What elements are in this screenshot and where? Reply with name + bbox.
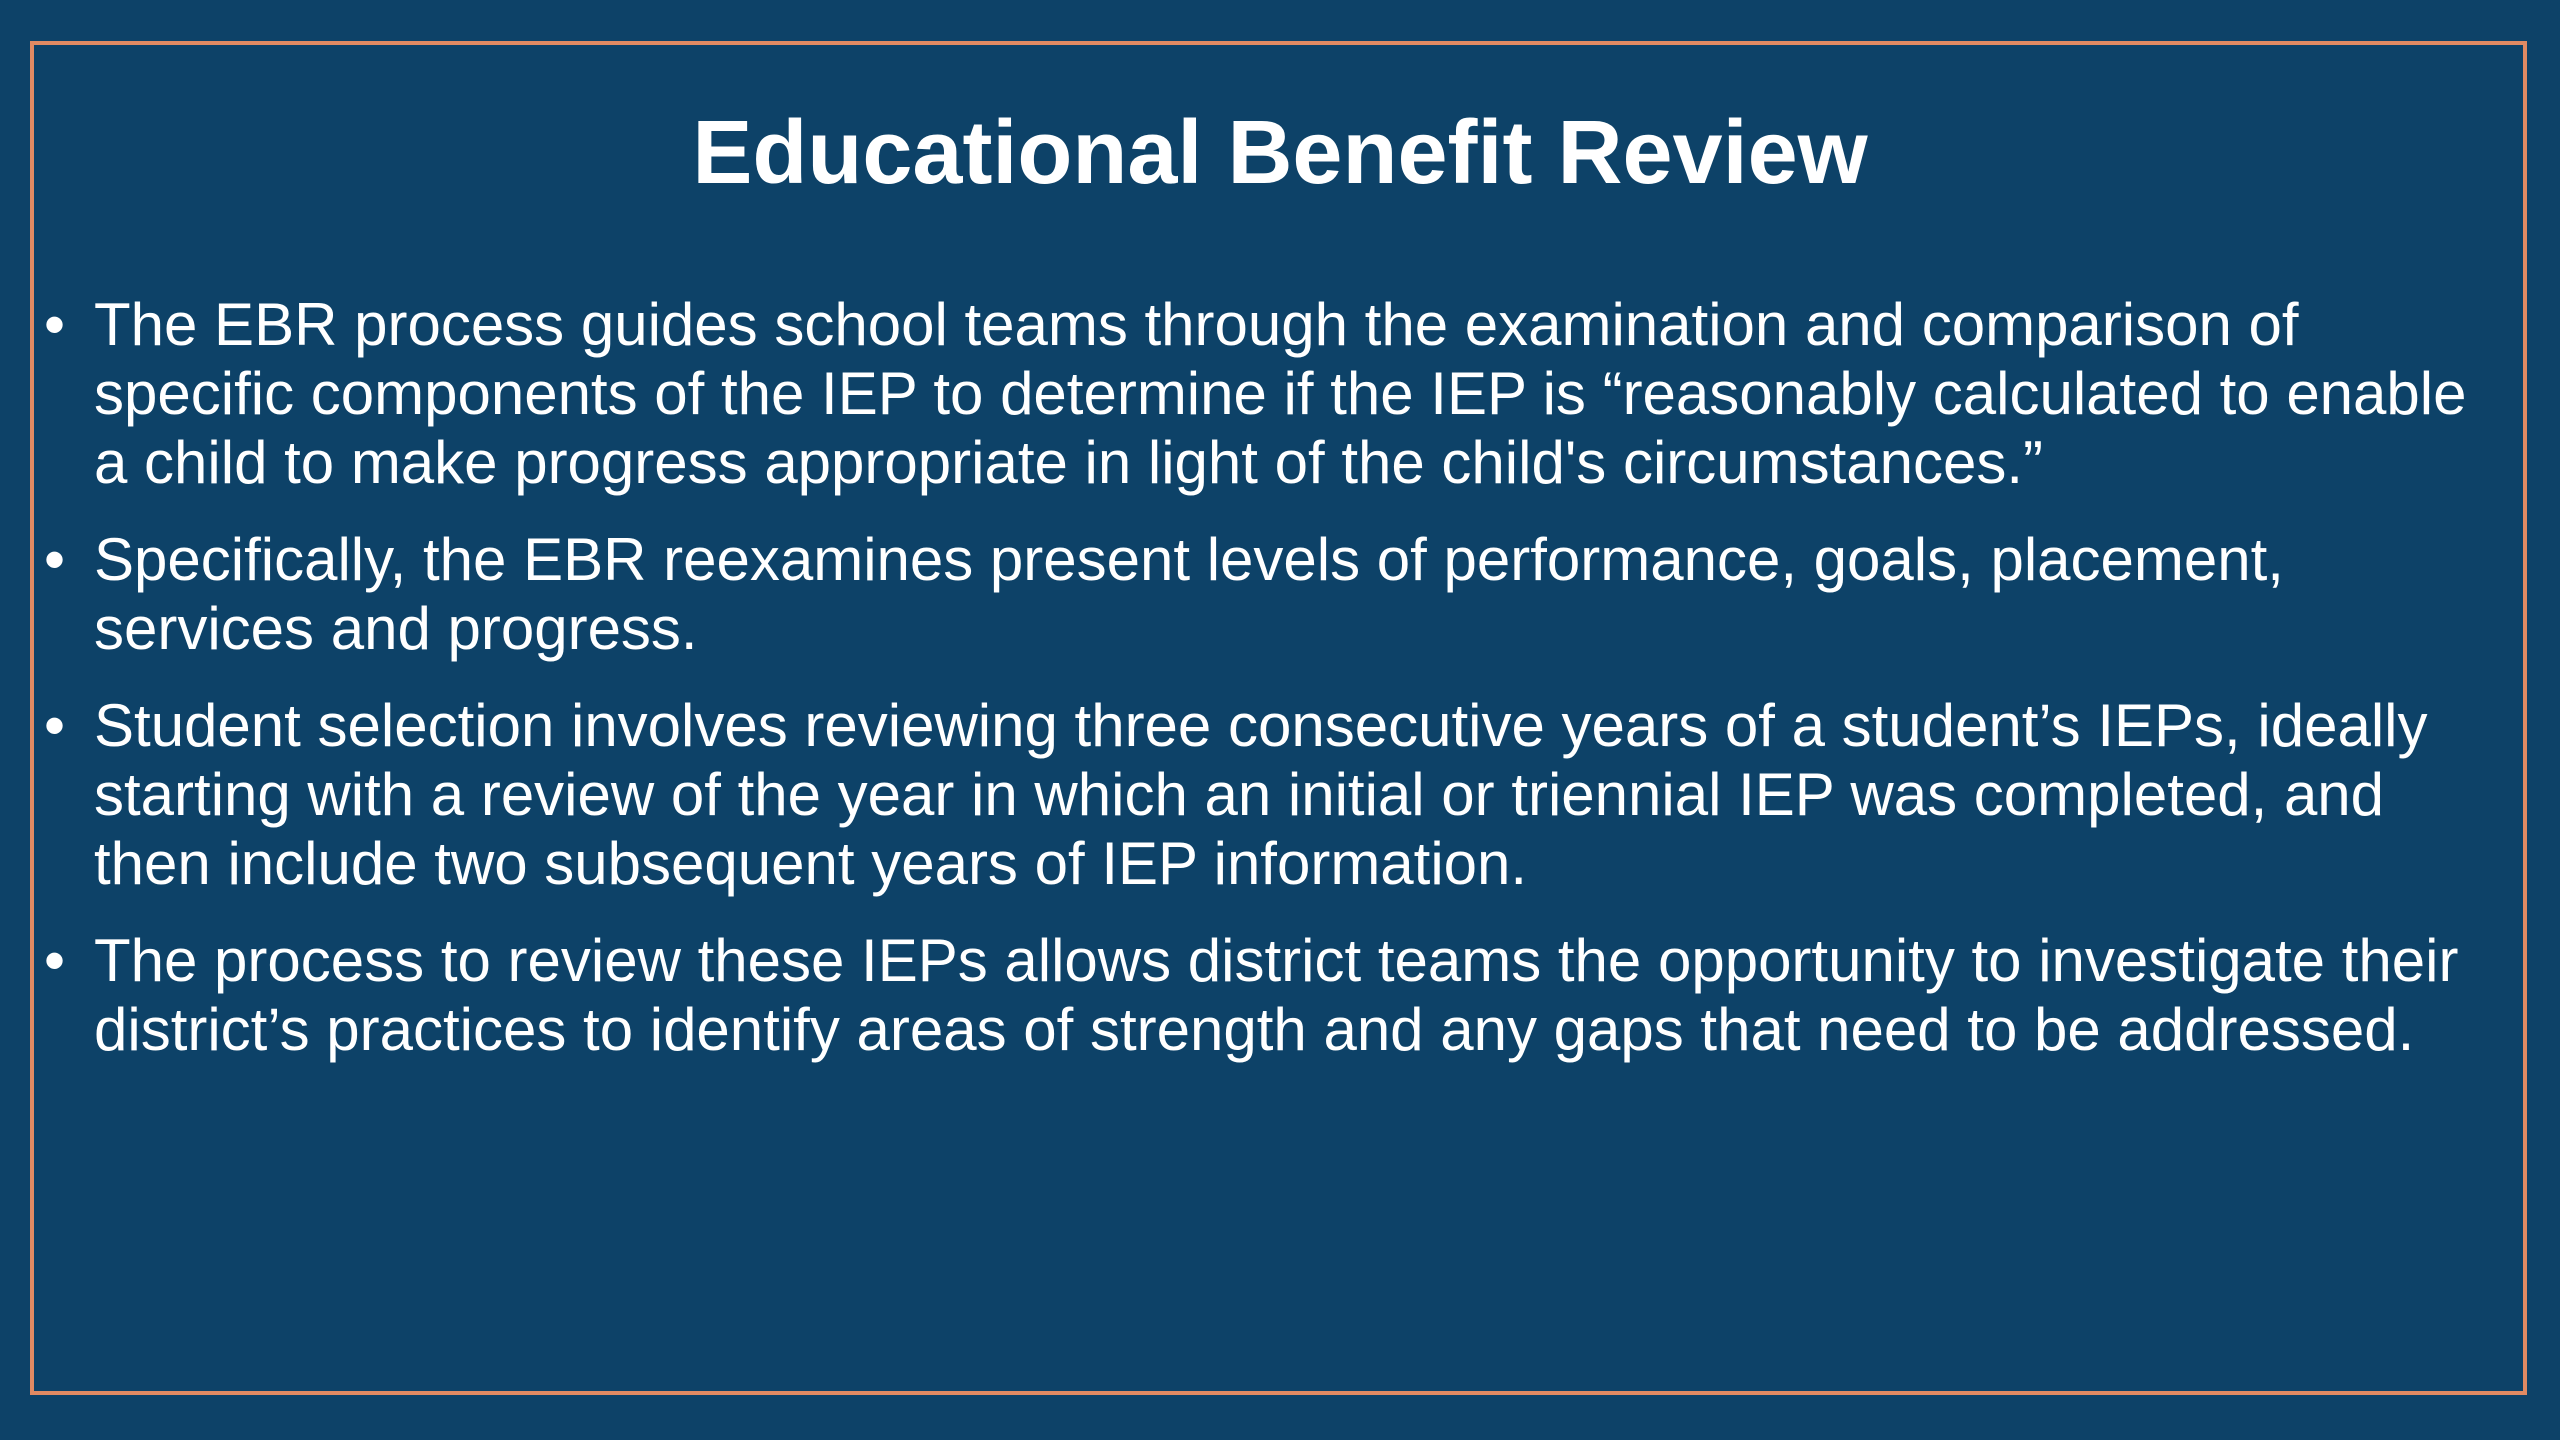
slide-title: Educational Benefit Review: [692, 103, 1868, 203]
bullet-text: Student selection involves reviewing three consecutive years of a student’s IEPs, ideally starting with a review of the year in which an initial or triennial IEP was completed, and then include two subsequent years of IEP information.: [94, 692, 2428, 897]
bullet-dot-icon: •: [44, 927, 66, 994]
bullet-item: [44, 926, 2494, 1064]
bullet-text: Specifically, the EBR reexamines present levels of performance, goals, placement, services and progress.: [94, 526, 2284, 662]
bullet-item: [44, 691, 2494, 898]
bullet-list: [44, 290, 2494, 1092]
bullet-item: [44, 290, 2494, 497]
bullet-text: The process to review these IEPs allows district teams the opportunity to investigate their district’s practices to identify areas of strength and any gaps that need to be addressed.: [94, 927, 2459, 1063]
bullet-dot-icon: •: [44, 526, 66, 593]
bullet-text: The EBR process guides school teams through the examination and comparison of specific components of the IEP to determine if the IEP is “reasonably calculated to enable a child to make progress appropriate in light of the child's circumstances.”: [94, 291, 2467, 496]
bullet-dot-icon: •: [44, 692, 66, 759]
bullet-item: [44, 525, 2494, 663]
bullet-dot-icon: •: [44, 291, 66, 358]
